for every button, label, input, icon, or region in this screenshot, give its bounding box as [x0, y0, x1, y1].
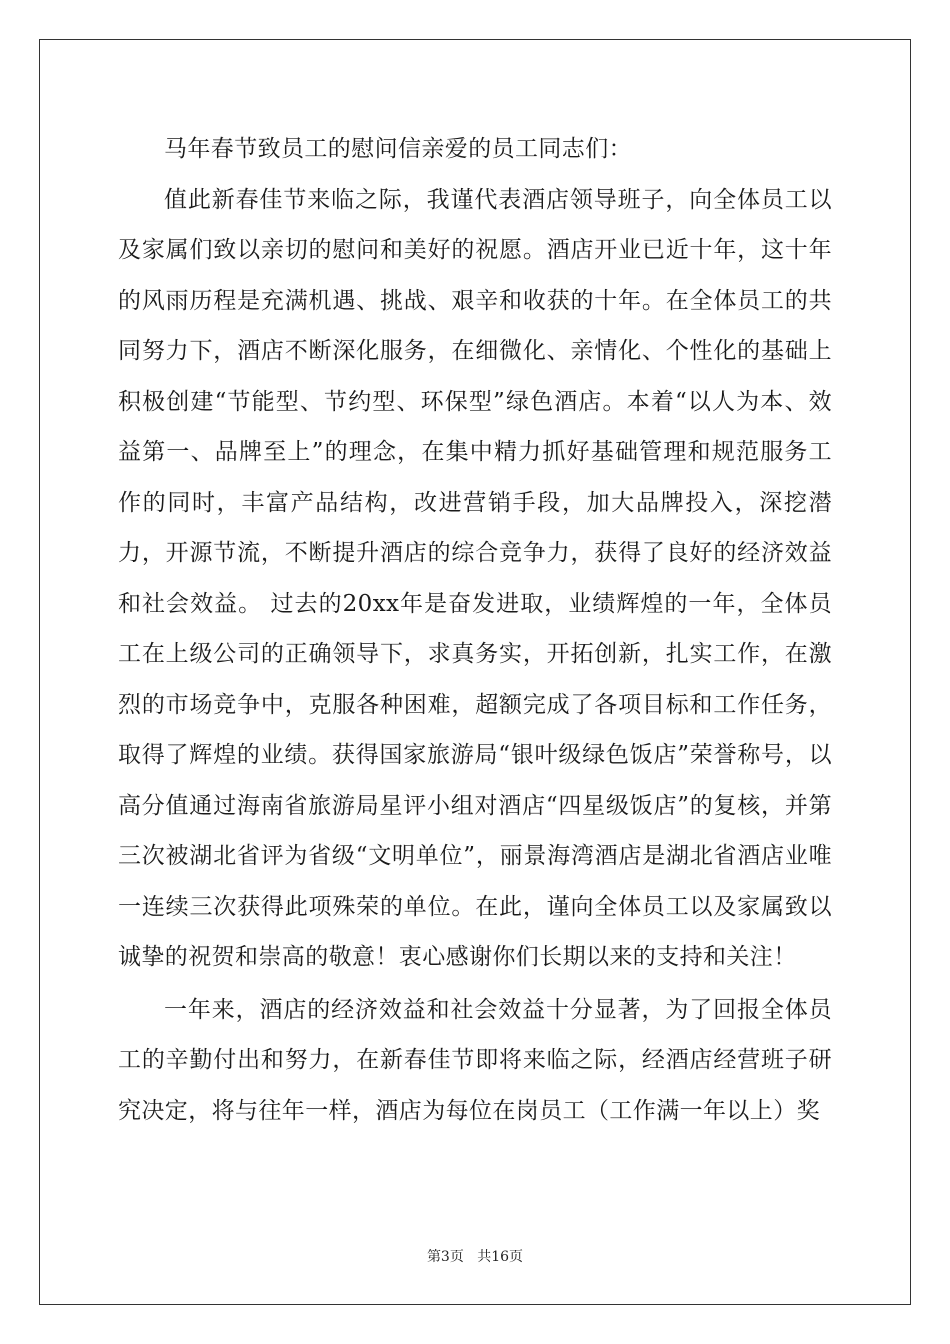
page-footer [0, 1246, 950, 1266]
page-number: 第3页 [426, 1249, 464, 1265]
letter-title-paragraph: 马年春节致员工的慰问信亲爱的员工同志们： [164, 136, 632, 162]
page-total: 共16页 [477, 1249, 524, 1265]
body-paragraph: 一年来，酒店的经济效益和社会效益十分显著，为了回报全体员工的辛勤付出和努力，在新春佳节即将来临之际，经酒店经营班子研究决定，将与往年一样，酒店为每位在岗员工（工作满一年以上）奖 [118, 996, 832, 1124]
body-paragraph: 值此新春佳节来临之际，我谨代表酒店领导班子，向全体员工以及家属们致以亲切的慰问和美好的祝愿。酒店开业已近十年，这十年的风雨历程是充满机遇、挑战、艰辛和收获的十年。在全体员工的共同努力下，酒店不断深化服务，在细微化、亲情化、个性化的基础上积极创建“节能型、节约型、环保型”绿色酒店。本着“以人为本、效益第一、品牌至上”的理念，在集中精力抓好基础管理和规范服务工作的同时，丰富产品结构，改进营销手段，加大品牌投入，深挖潜力，开源节流，不断提升酒店的综合竞争力，获得了良好的经济效益和社会效益。 过去的20xx年是奋发进取，业绩辉煌的一年，全体员工在上级公司的正确领导下，求真务实，开拓创新，扎实工作，在激烈的市场竞争中，克服各种困难，超额完成了各项目标和工作任务，取得了辉煌的业绩。获得国家旅游局“银叶级绿色饭店”荣誉称号，以高分值通过海南省旅游局星评小组对酒店“四星级饭店”的复核，并第三次被湖北省评为省级“文明单位”，丽景海湾酒店是湖北省酒店业唯一连续三次获得此项殊荣的单位。在此，谨向全体员工以及家属致以诚挚的祝贺和崇高的敬意！衷心感谢你们长期以来的支持和关注！ [118, 186, 832, 970]
document-body [118, 124, 832, 1136]
